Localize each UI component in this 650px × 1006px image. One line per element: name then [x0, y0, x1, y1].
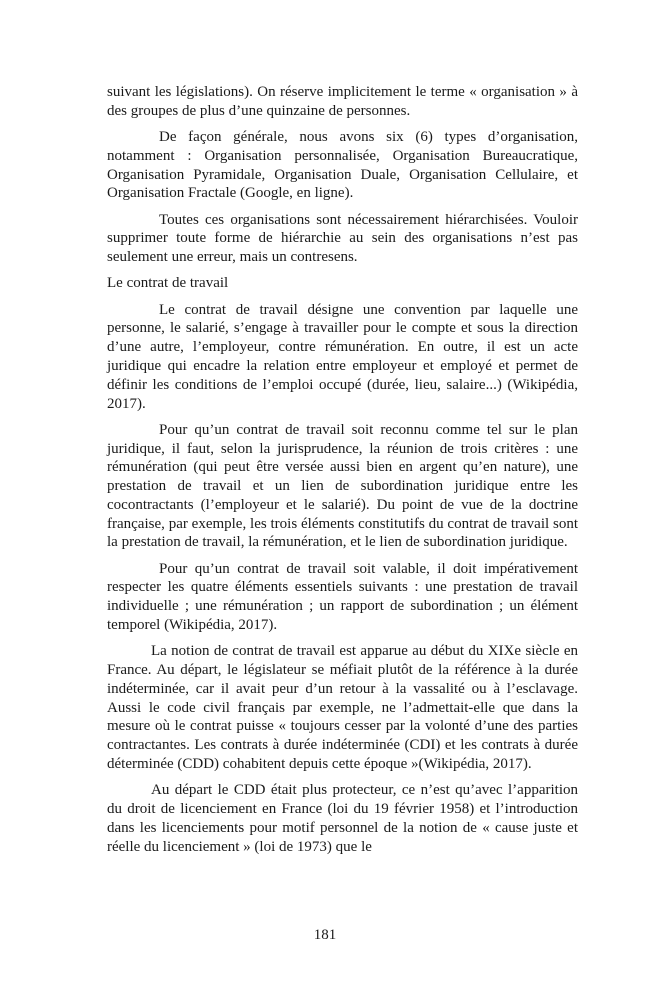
- paragraph-contract-criteria: Pour qu’un contrat de travail soit reconnu comme tel sur le plan juridique, il faut, selon la jurisprudence, la réunion de trois critères : une rémunération (qui peut être versée aussi bien en argent qu’en nature), une prestation de travail et un lien de subordination juridique entre les cocontractants (l’employeur et le salarié). Du point de vue de la doctrine française, par exemple, les trois éléments constitutifs du contrat de travail sont la prestation de travail, la rémunération, et le lien de subordination juridique.: [107, 421, 578, 551]
- body-text: [107, 83, 578, 864]
- paragraph-continuation: suivant les législations). On réserve implicitement le terme « organisation » à des groupes de plus d’une quinzaine de personnes.: [107, 84, 578, 119]
- paragraph-cdd: Au départ le CDD était plus protecteur, ce n’est qu’avec l’apparition du droit de licenciement en France (loi du 19 février 1958) et l’introduction dans les licenciements pour motif personnel de la notion de « cause juste et réelle du licenciement » (loi de 1973) que le: [107, 782, 578, 855]
- paragraph-hierarchy: Toutes ces organisations sont nécessairement hiérarchisées. Vouloir supprimer toute forme de hiérarchie au sein des organisations n’est pas seulement une erreur, mais un contresens.: [107, 211, 578, 266]
- paragraph-contract-definition: Le contrat de travail désigne une convention par laquelle une personne, le salarié, s’engage à travailler pour le compte et sous la direction d’une autre, l’employeur, contre rémunération. En outre, il est un acte juridique qui encadre la relation entre employeur et employé et permet de définir les conditions de l’emploi occupé (durée, lieu, salaire...) (Wikipédia, 2017).: [107, 301, 578, 412]
- paragraph-contract-validity: Pour qu’un contrat de travail soit valable, il doit impérativement respecter les quatre éléments essentiels suivants : une prestation de travail individuelle ; une rémunération ; un rapport de subordination ; un élément temporel (Wikipédia, 2017).: [107, 560, 578, 634]
- section-heading: Le contrat de travail: [107, 275, 229, 292]
- paragraph-organisation-types: De façon générale, nous avons six (6) types d’organisation, notamment : Organisation personnalisée, Organisation Bureaucratique, Organisation Pyramidale, Organisation Duale, Organisation Cellulaire, et Organisation Fractale (Google, en ligne).: [107, 128, 578, 202]
- paragraph-contract-history: La notion de contrat de travail est apparue au début du XIXe siècle en France. Au départ, le législateur se méfiait plutôt de la référence à la durée indéterminée, car il avait peur d’un retour à la vassalité ou à l’esclavage. Aussi le code civil français par exemple, ne l’admettait-elle que dans la mesure où le contrat puisse « toujours cesser par la volonté d’une des parties contractantes. Les contrats à durée indéterminée (CDI) et les contrats à durée déterminée (CDD) cohabitent depuis cette époque »(Wikipédia, 2017).: [107, 643, 578, 773]
- page-number: 181: [313, 927, 337, 943]
